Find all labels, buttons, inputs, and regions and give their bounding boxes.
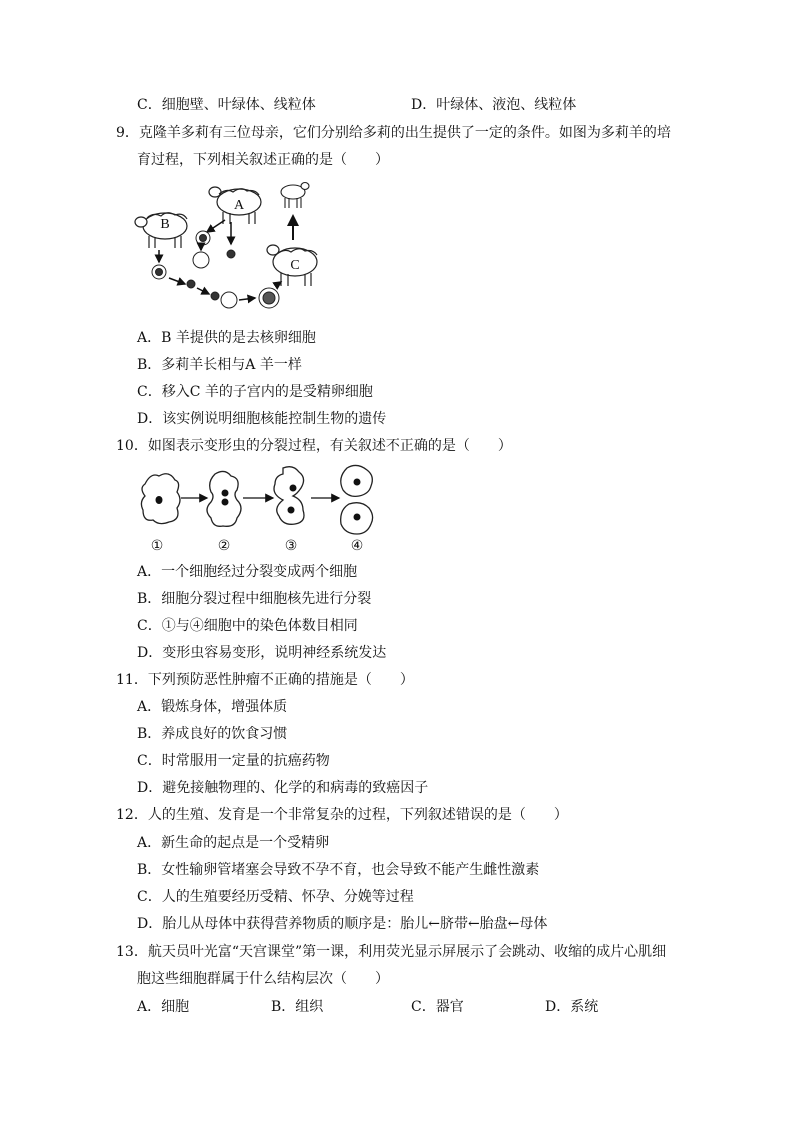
stage-label-2: ②: [217, 538, 231, 554]
q12-option-b: B．女性输卵管堵塞会导致不孕不育，也会导致不能产生雌性激素: [137, 862, 540, 878]
q13-option-b: B．组织: [271, 999, 324, 1015]
q13-option-c: C．器官: [411, 999, 464, 1015]
cloning-diagram: [135, 178, 335, 318]
q11-option-b: B．养成良好的饮食习惯: [137, 726, 288, 742]
q9-option-c: C．移入C 羊的子宫内的是受精卵细胞: [137, 384, 373, 400]
q8-option-d: D．叶绿体、液泡、线粒体: [411, 97, 577, 113]
q13-stem-line1: 13．航天员叶光富“天宫课堂”第一课，利用荧光显示屏展示了会跳动、收缩的成片心肌细: [116, 944, 667, 960]
q9-stem-line1: 9．克隆羊多莉有三位母亲，它们分别给多莉的出生提供了一定的条件。如图为多莉羊的培: [116, 125, 671, 141]
amoeba-division-diagram: [135, 464, 385, 556]
q12-option-d: D．胎儿从母体中获得营养物质的顺序是：胎儿←脐带←胎盘←母体: [137, 916, 548, 932]
q9-option-d: D．该实例说明细胞核能控制生物的遗传: [137, 411, 387, 427]
q8-option-c: C．细胞壁、叶绿体、线粒体: [137, 97, 316, 113]
label-c: C: [290, 258, 300, 273]
stage-label-1: ①: [150, 538, 164, 554]
q12-stem: 12．人的生殖、发育是一个非常复杂的过程，下列叙述错误的是（ ）: [116, 807, 568, 823]
q12-option-c: C．人的生殖要经历受精、怀孕、分娩等过程: [137, 889, 414, 905]
stage-label-3: ③: [284, 538, 298, 554]
nuclei: [156, 479, 361, 521]
label-b: B: [160, 217, 170, 232]
q9-stem-line2: 育过程，下列相关叙述正确的是（ ）: [137, 152, 389, 168]
q8-options-row: [137, 96, 657, 114]
q10-stem: 10．如图表示变形虫的分裂过程，有关叙述不正确的是（ ）: [116, 438, 512, 454]
label-a: A: [233, 198, 245, 213]
q11-option-c: C．时常服用一定量的抗癌药物: [137, 753, 330, 769]
q11-option-a: A．锻炼身体，增强体质: [137, 699, 288, 715]
q10-option-d: D．变形虫容易变形，说明神经系统发达: [137, 645, 387, 661]
q13-option-a: A．细胞: [137, 999, 190, 1015]
q10-option-a: A．一个细胞经过分裂变成两个细胞: [137, 564, 358, 580]
q11-option-d: D．避免接触物理的、化学的和病毒的致癌因子: [137, 780, 429, 796]
q9-option-b: B．多莉羊长相与A 羊一样: [137, 357, 302, 373]
q9-option-a: A．B 羊提供的是去核卵细胞: [137, 330, 316, 346]
cell-icons: [152, 231, 279, 308]
q13-stem-line2: 胞这些细胞群属于什么结构层次（ ）: [137, 971, 389, 987]
q11-stem: 11．下列预防恶性肿瘤不正确的措施是（ ）: [116, 672, 414, 688]
lamb-dolly-icon: [281, 183, 309, 209]
stage-label-4: ④: [350, 538, 364, 554]
q10-option-c: C．①与④细胞中的染色体数目相同: [137, 618, 358, 634]
q10-option-b: B．细胞分裂过程中细胞核先进行分裂: [137, 591, 372, 607]
amoeba-stage-3: [274, 467, 304, 525]
q12-option-a: A．新生命的起点是一个受精卵: [137, 835, 330, 851]
q13-options-row: [137, 998, 617, 1016]
q13-option-d: D．系统: [545, 999, 599, 1015]
